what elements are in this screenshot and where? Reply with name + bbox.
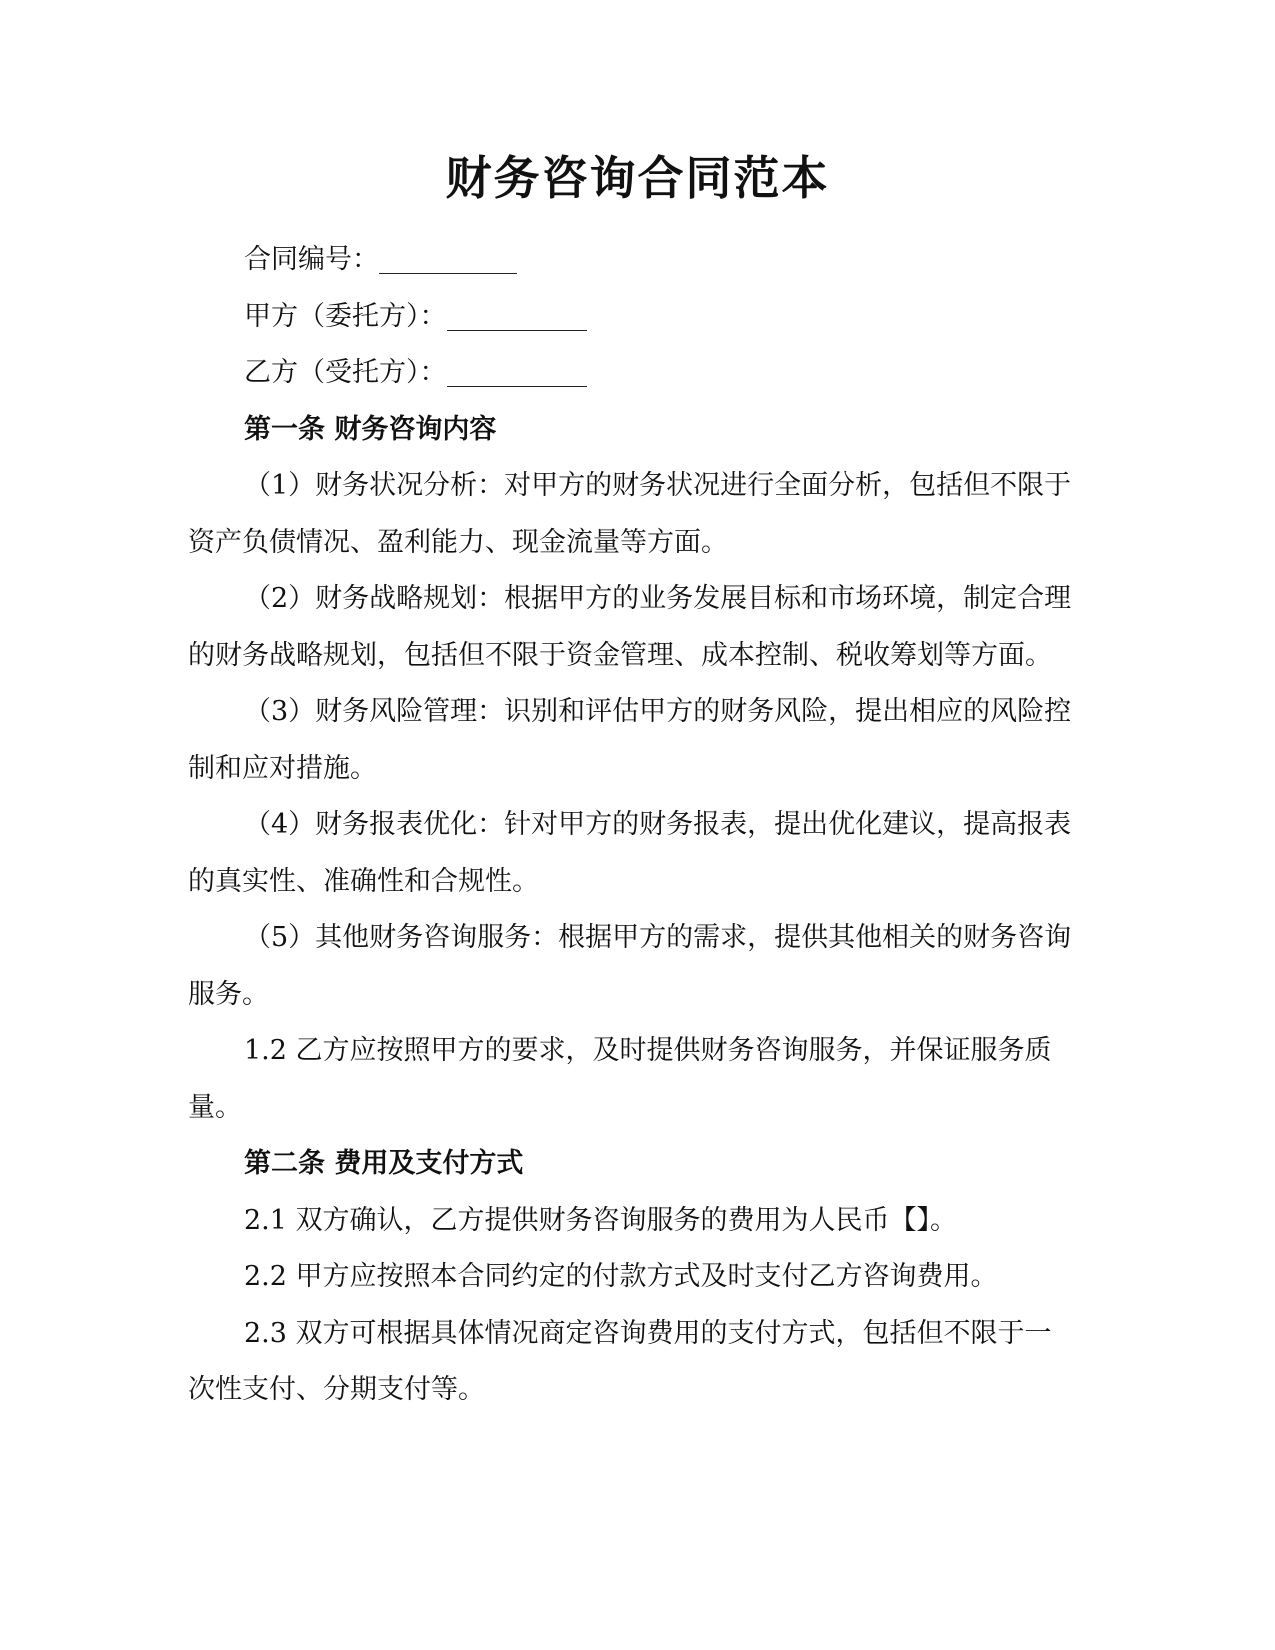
party-b-label: 乙方（受托方）：	[244, 357, 447, 388]
party-a-line	[188, 289, 1078, 346]
party-b-blank[interactable]	[447, 356, 587, 387]
article-1-item-1: （1）财务状况分析：对甲方的财务状况进行全面分析，包括但不限于资产负债情况、盈利能力、现金流量等方面。	[188, 470, 1072, 558]
article-1-item-2: （2）财务战略规划：根据甲方的业务发展目标和市场环境，制定合理的财务战略规划，包括但不限于资金管理、成本控制、税收筹划等方面。	[188, 583, 1072, 671]
article-1-item-5: （5）其他财务咨询服务：根据甲方的需求，提供其他相关的财务咨询服务。	[188, 922, 1072, 1010]
contract-number-line	[188, 232, 1078, 289]
party-a-label: 甲方（委托方）：	[244, 300, 447, 332]
party-b-line	[188, 345, 1078, 402]
article-1-item-4: （4）财务报表优化：针对甲方的财务报表，提出优化建议，提高报表的真实性、准确性和合规性。	[188, 809, 1072, 897]
document-body	[188, 232, 1078, 1419]
article-1-clause-1-2: 1.2 乙方应按照甲方的要求，及时提供财务咨询服务，并保证服务质量。	[188, 1035, 1052, 1123]
contract-number-label: 合同编号：	[244, 244, 379, 275]
article-2-heading: 第二条 费用及支付方式	[244, 1148, 524, 1179]
article-1-item-3: （3）财务风险管理：识别和评估甲方的财务风险，提出相应的风险控制和应对措施。	[188, 696, 1072, 784]
article-2-clause-2-1: 2.1 双方确认，乙方提供财务咨询服务的费用为人民币【】。	[244, 1204, 958, 1236]
document-title: 财务咨询合同范本	[445, 151, 830, 205]
article-2-clause-2-3: 2.3 双方可根据具体情况商定咨询费用的支付方式，包括但不限于一次性支付、分期支付等。	[188, 1317, 1052, 1405]
party-a-blank[interactable]	[447, 300, 587, 331]
article-1-heading: 第一条 财务咨询内容	[244, 413, 497, 445]
contract-number-blank[interactable]	[379, 243, 517, 274]
article-2-clause-2-2: 2.2 甲方应按照本合同约定的付款方式及时支付乙方咨询费用。	[244, 1261, 998, 1292]
